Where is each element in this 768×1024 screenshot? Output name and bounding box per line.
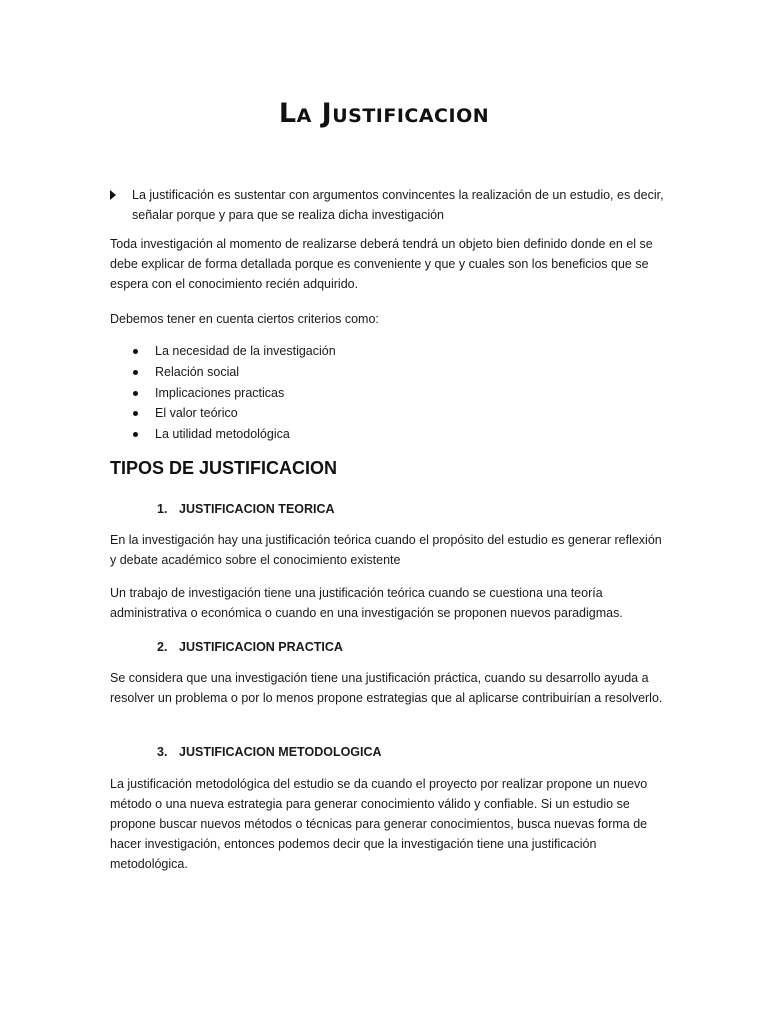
type-heading-metodologica: [157, 742, 382, 762]
bullet-icon: [133, 370, 138, 375]
list-item: La necesidad de la investigación: [155, 341, 336, 362]
bullet-icon: [133, 349, 138, 354]
type-heading-text: JUSTIFICACION PRACTICA: [179, 640, 343, 654]
paragraph-intro: Toda investigación al momento de realizarse deberá tendrá un objeto bien definido donde en el se debe explicar de forma detallada porque es conveniente y que y cuales son los beneficios que se espera con el conocimiento recién adquirido.: [110, 237, 653, 291]
bullet-icon: [133, 411, 138, 416]
type-number: 1.: [157, 502, 168, 516]
bullet-icon: [133, 432, 138, 437]
section-heading: TIPOS DE JUSTIFICACION: [110, 458, 338, 478]
intro-list-item: [132, 185, 692, 225]
type-heading-text: JUSTIFICACION TEORICA: [179, 502, 335, 516]
paragraph-teorica-2: Un trabajo de investigación tiene una justificación teórica cuando se cuestiona una teoría administrativa o económica o cuando en una investigación se proponen nuevos paradigmas.: [110, 586, 623, 620]
list-item: La utilidad metodológica: [155, 424, 336, 445]
paragraph-teorica-1: En la investigación hay una justificación teórica cuando el propósito del estudio es generar reflexión y debate académico sobre el conocimiento existente: [110, 533, 662, 567]
list-item: El valor teórico: [155, 403, 336, 424]
paragraph-metodologica: La justificación metodológica del estudio se da cuando el proyecto por realizar propone un nuevo método o una nueva estrategia para generar conocimiento válido y confiable. Si un estudio se propone buscar nuevos métodos o técnicas para generar conocimientos, busca nuevas forma de hacer investigación, entonces podemos decir que la investigación tiene una justificación metodológica.: [110, 777, 648, 871]
type-number: 3.: [157, 745, 168, 759]
bullet-icon: [133, 391, 138, 396]
arrow-bullet-icon: [110, 190, 116, 200]
type-heading-practica: [157, 637, 343, 657]
type-heading-text: JUSTIFICACION METODOLOGICA: [179, 745, 382, 759]
list-item: Implicaciones practicas: [155, 383, 336, 404]
document-title: La Justificacion: [278, 98, 490, 129]
criteria-list: [155, 341, 336, 445]
paragraph-practica: Se considera que una investigación tiene una justificación práctica, cuando su desarrollo ayuda a resolver un problema o por lo menos propone estrategias que al aplicarse contribuirían a resolverlo.: [110, 671, 663, 705]
intro-text: La justificación es sustentar con argumentos convincentes la realización de un estudio, es decir, señalar porque y para que se realiza dicha investigación: [132, 188, 664, 222]
type-number: 2.: [157, 640, 168, 654]
list-item: Relación social: [155, 362, 336, 383]
paragraph-criteria-lead: Debemos tener en cuenta ciertos criterios como:: [110, 312, 379, 326]
type-heading-teorica: [157, 499, 335, 519]
